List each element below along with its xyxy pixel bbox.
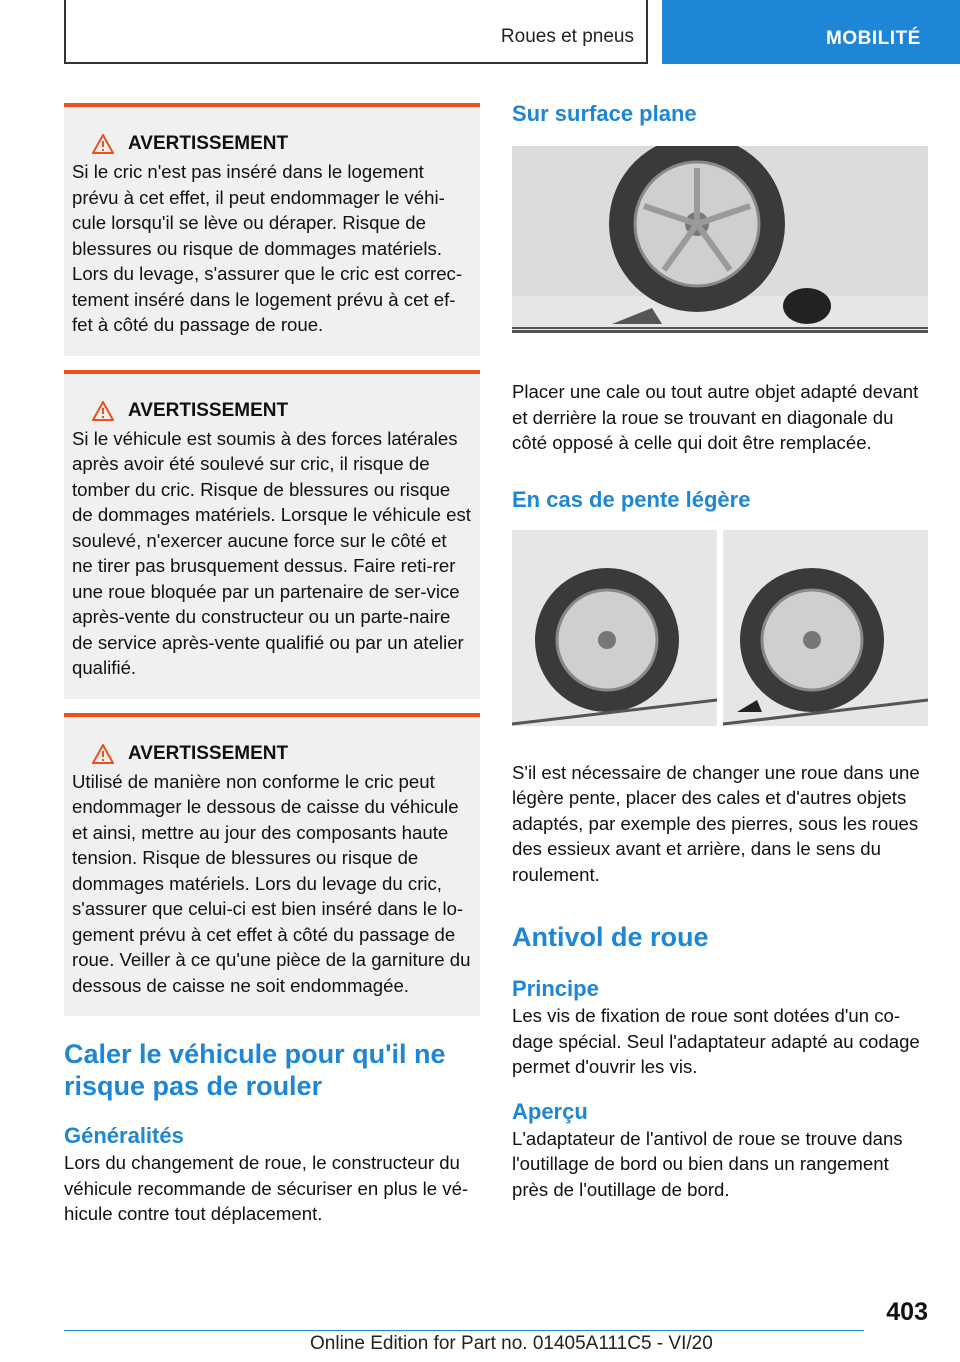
warning-title: AVERTISSEMENT [128,133,289,154]
body-paragraph: Placer une cale ou tout autre objet adapté devant et derrière la roue se trouvant en diagonale du côté opposé à celle qui doit être remplacée. [512,381,919,453]
subsection-heading: Principe [512,976,599,1001]
footer-edition: Online Edition for Part no. 01405A111C5 - VI/20 [310,1333,713,1354]
body-paragraph: Lors du changement de roue, le constructeur du véhicule recommande de sécuriser en plus le vé-hicule contre tout déplacement. [64,1152,469,1224]
body-paragraph: Les vis de fixation de roue sont dotées d'un co-dage spécial. Seul l'adaptateur adapté au codage permet d'ouvrir les vis. [512,1005,920,1077]
warning-title: AVERTISSEMENT [128,399,289,421]
section-heading: Antivol de roue [512,922,709,952]
subsection-heading: En cas de pente légère [512,486,751,512]
header-chapter-tab[interactable]: MOBILITÉ [662,0,960,64]
flat-surface-illustration [512,146,928,333]
page-number: 403 [886,1298,928,1326]
warning-text: Si le cric n'est pas inséré dans le logement prévu à cet effet, il peut endommager le véhi-cule lorsqu'il se lève ou déraper. Risque de blessures ou risque de dommages matériels. Lors du levage, s'assurer que le cric est correc-tement inséré dans le logement prévu à cet ef-fet à côté du passage de roue. [72,161,463,335]
warning-triangle-icon [92,744,114,764]
body-paragraph: S'il est nécessaire de changer une roue dans une légère pente, placer des cales et d'autres objets adaptés, par exemple des pierres, sous les roues des essieux avant et arrière, dans le sens du roulement. [512,761,920,885]
right-column [512,100,928,1202]
warning-title: AVERTISSEMENT [128,742,289,764]
warning-text: Utilisé de manière non conforme le cric peut endommager le dessous de caisse du véhicule et ainsi, mettre au jour des composants haute tension. Risque de blessures ou risque de dommages matériels. Lors du levage du cric, s'assurer que celui-ci est bien inséré dans le lo-gement prévu à cet effet à côté du passage de roue. Veiller à ce qu'une pièce de la garniture du dessous de caisse ne soit endommagée. [72,770,471,996]
subsection-heading: Sur surface plane [512,101,697,126]
header-section-title: Roues et pneus [500,26,634,47]
slope-illustration [512,530,928,726]
warning-box [64,370,480,699]
section-heading: Caler le véhicule pour qu'il ne risque pas de rouler [64,1039,446,1101]
left-column [64,103,480,1227]
warning-triangle-icon [92,134,114,154]
warning-box [64,713,480,1017]
warning-text: Si le véhicule est soumis à des forces latérales après avoir été soulevé sur cric, il risque de tomber du cric. Risque de blessures ou risque de dommages matériels. Lorsque le véhicule est soulevé, n'exercer aucune force sur le côté et ne tirer pas brusquement dessus. Faire reti-rer une roue bloquée par un partenaire de ser-vice après-vente du constructeur ou un parte-naire de service après-vente qualifié ou par un atelier qualifié. [72,427,471,678]
warning-box [64,103,480,356]
body-paragraph: L'adaptateur de l'antivol de roue se trouve dans l'outillage de bord ou bien dans un rangement près de l'outillage de bord. [512,1127,903,1200]
subsection-heading: Aperçu [512,1098,588,1124]
footer-divider [64,1330,864,1331]
warning-triangle-icon [92,401,114,421]
subsection-heading: Généralités [64,1123,184,1148]
